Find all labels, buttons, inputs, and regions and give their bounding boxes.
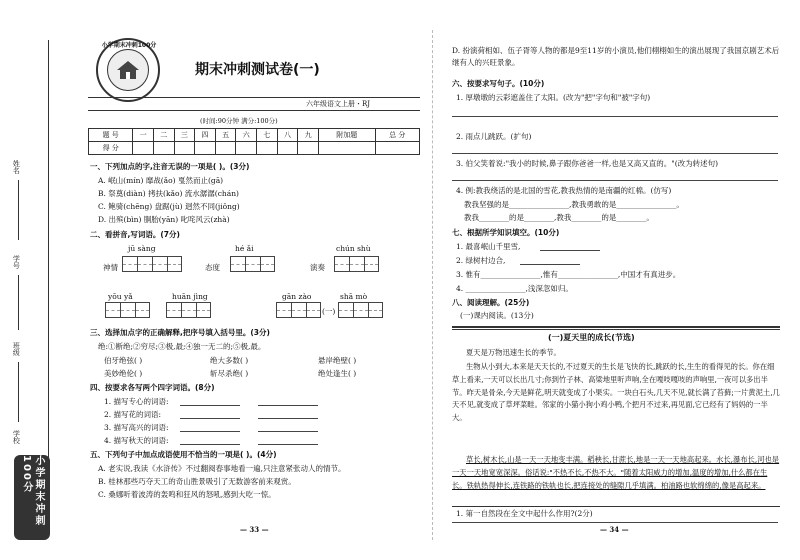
id-label: 学号 [12,255,21,269]
q7-line-2: 2. 绿树村边合, [456,256,506,265]
q8-subsection: (一)课内阅读。(13分) [460,311,534,320]
score-table-header [89,129,420,142]
q6-sentence-4: 4. 例:教我绕活的是北国的雪花,教我热情的是南疆的红棉。(仿写) [456,186,672,195]
q8-title: 八、阅读理解。(25分) [452,298,530,307]
page-number-right: — 34 — [600,525,629,534]
table-cell: 三 [174,129,195,142]
score-cell[interactable] [195,142,216,155]
name-field[interactable] [18,180,19,240]
answer-box-3[interactable] [334,256,379,272]
q3-options: 绝:①断绝;②穷尽;③极,最;④独一无二的;⑤极,最。 [98,342,266,351]
q3-title: 三、选择加点字的正确解释,把序号填入括号里。(3分) [90,328,270,337]
pinyin-6: gān zào [282,292,312,301]
score-cell[interactable] [215,142,236,155]
table-cell: 题 号 [89,129,133,142]
dash-label: (一) [322,307,336,316]
q5-option-b: B. 桂林那些巧夺天工的奇山胜景吸引了无数游客前来观赏。 [98,477,296,486]
q4-blank[interactable] [258,418,318,419]
q6-title: 六、按要求写句子。(10分) [452,79,545,88]
score-cell[interactable] [154,142,175,155]
q6-sentence-2: 2. 雨点儿跳跃。(扩句) [456,132,532,141]
passage-para-2: 生物从小到大,本来是天天长的,不过夏天的生长是飞快的长,跳跃的长,生生的看得见的长。你在细草上看来,一天可以长出几寸;你到竹子林、高梁地里听声响,全在嘎吱嘎吱的声响里,一夜可以多出半节。昨天是骨朵,今天是鲜花,明天就变成了小果实。一块白石头,几天不见,就长满了苔藓;一片黄泥土,几天不见,就变成了草坪菜畦。邻家的小猫小狗小鸡小鸭,个把月不过来,再见面,它已经有了妈妈的一半大。 [452,362,780,423]
q4-blank[interactable] [180,418,240,419]
q7-blank[interactable] [540,250,600,251]
word-1: 神情 [103,263,118,272]
q4-blank[interactable] [258,444,318,445]
q3-item: 斩尽杀绝( ) [210,369,249,378]
table-cell: 七 [257,129,278,142]
header-rule [88,97,420,98]
passage-rule [452,329,780,330]
time-info: (时间:90分钟 满分:100分) [200,117,278,125]
q3-item: 绝处逢生( ) [318,369,357,378]
q5-option-c: C. 桑娜听着波涛的轰鸣和狂风的怒吼,感到大吃一惊。 [98,490,276,499]
q1-option-a: A. 岷山(mín) 靡战(ǎo) 戛然而止(gā) [98,176,224,185]
page-divider [432,30,433,540]
score-cell[interactable] [236,142,257,155]
answer-box-4[interactable] [105,302,150,318]
pinyin-5: huān jìng [172,292,208,301]
word-3: 演奏 [310,263,325,272]
q1-option-c: C. 鲍骑(chēng) 盘踞(jù) 迥然不同(jiǒng) [98,202,240,211]
q5-title: 五、下列句子中加点成语使用不恰当的一项是( )。(4分) [90,450,277,459]
grade-subtitle: 六年级语文上册・RJ [306,100,371,108]
class-label: 班级 [12,342,21,356]
pinyin-2: hé ǎi [235,244,254,253]
q1-option-d: D. 出殡(bìn) 胴胎(yān) 叱咤风云(zhà) [98,215,230,224]
q6-sentence-4b: 教我________的是________,教我________的是________。 [464,213,654,222]
answer-box-2[interactable] [230,256,275,272]
answer-line[interactable] [452,116,778,117]
answer-box-1[interactable] [122,256,182,272]
answer-box-7[interactable] [338,302,383,318]
score-cell[interactable] [174,142,195,155]
score-cell[interactable] [318,142,375,155]
q6-sentence-1: 1. 厚墩墩的云彩遮盖住了太阳。(改为"把"字句和"被"字句) [456,93,651,102]
table-cell: 四 [195,129,216,142]
q1-title: 一、下列加点的字,注音无误的一项是( )。(3分) [90,162,250,171]
q4-blank[interactable] [180,444,240,445]
table-cell: 附加题 [318,129,375,142]
score-cell[interactable] [257,142,278,155]
q4-blank[interactable] [258,431,318,432]
pinyin-3: chún shù [336,244,371,253]
answer-line[interactable] [452,180,778,181]
house-icon [107,49,149,91]
q7-line-3: 3. 惟有________________,惟有________________,中国才有真进步。 [456,270,681,279]
q7-line-4: 4. ________________,浅深忽如归。 [456,284,573,293]
page-title: 期末冲刺测试卷(一) [195,62,320,78]
pinyin-7: shā mò [340,292,368,301]
passage-title: (一)夏天里的成长(节选) [548,333,635,342]
passage-para-3: 草长,树木长,山是一天一天地变丰满。稻秧长,甘蔗长,地是一天一天地高起来。水长,瀑布长,河也是一天一天地宽宽深深。俗话说:"不热不长,不热不大。"随着太阳威力的增加,温度的增加,什么都在生长。铁轨热得伸长,连铁路的铁轨也长,把连接处的缝隙几乎填满。柏油路也软绵绵的,像是高起来。 [452,455,780,490]
score-cell[interactable] [375,142,419,155]
passage-rule [452,506,780,507]
pinyin-1: jū sàng [128,244,156,253]
score-cell[interactable] [133,142,154,155]
q8-question-1: 1. 第一自然段在全文中起什么作用?(2分) [456,509,593,518]
q4-blank[interactable] [180,431,240,432]
q3-item: 悬岸绝壁( ) [318,356,357,365]
score-cell[interactable] [298,142,319,155]
score-table-row [89,142,420,155]
q6-sentence-4a: 教我坚强的是________________,教我勇敢的是________________。 [464,200,684,209]
q3-item: 伯牙绝弦( ) [104,356,143,365]
q3-item: 绝大多数( ) [210,356,249,365]
q4-item: 3. 描写高兴的词语: [104,423,169,432]
q7-blank[interactable] [520,264,580,265]
q4-item: 2. 描写花的词语: [104,410,162,419]
q4-blank[interactable] [180,405,240,406]
header-rule-2 [88,110,420,111]
q6-sentence-3: 3. 伯父笑着说:"我小的时候,鼻子跟你爸爸一样,也是又高又直的。"(改为转述句) [456,159,719,168]
name-label: 姓名 [12,160,21,174]
table-cell: 八 [277,129,298,142]
score-table [88,128,420,155]
answer-box-6[interactable] [276,302,321,318]
brand-badge: 小学期末冲刺100分 [14,455,50,540]
table-cell: 总 分 [375,129,419,142]
class-field[interactable] [18,362,19,422]
q4-item: 1. 描写专心的词语: [104,397,169,406]
school-label: 学校 [12,430,21,444]
id-field[interactable] [18,275,19,330]
passage-rule [452,326,780,328]
answer-box-5[interactable] [166,302,211,318]
score-cell[interactable] [277,142,298,155]
word-2: 态度 [205,263,220,272]
passage-para-1: 夏天是万物迅速生长的季节。 [466,348,561,357]
page-number-left: — 33 — [240,525,269,534]
table-cell: 二 [154,129,175,142]
q7-line-1: 1. 最喜岷山千里雪, [456,242,521,251]
q7-title: 七、根据所学知识填空。(10分) [452,228,560,237]
pinyin-4: yōu yǎ [108,292,133,301]
table-cell: 九 [298,129,319,142]
table-cell: 一 [133,129,154,142]
q5-option-d: D. 扮演荷相如、伍子胥等人物的都是9至11岁的小演员,他们栩栩如生的演出展现了我国京剧艺术后继有人的兴旺景象。 [452,46,780,67]
q4-title: 四、按要求各写两个四字词语。(8分) [90,383,215,392]
binding-strip [0,0,60,560]
answer-line[interactable] [452,153,778,154]
q4-item: 4. 描写秋天的词语: [104,436,169,445]
q2-title: 二、看拼音,写词语。(7分) [90,230,180,239]
table-cell: 得 分 [89,142,133,155]
logo-text: 小学期末冲刺100分 [101,42,157,49]
table-cell: 五 [215,129,236,142]
table-cell: 六 [236,129,257,142]
q1-option-b: B. 祭奠(diàn) 拷扶(kǎo) 流水潺潺(chán) [98,189,239,198]
q5-option-a: A. 老实说,我读《水浒传》不过翻阅春事地看一遍,只注意紧张动人的情节。 [98,464,346,473]
q3-item: 美妙绝伦( ) [104,369,143,378]
answer-line[interactable] [452,522,778,523]
q4-blank[interactable] [258,405,318,406]
